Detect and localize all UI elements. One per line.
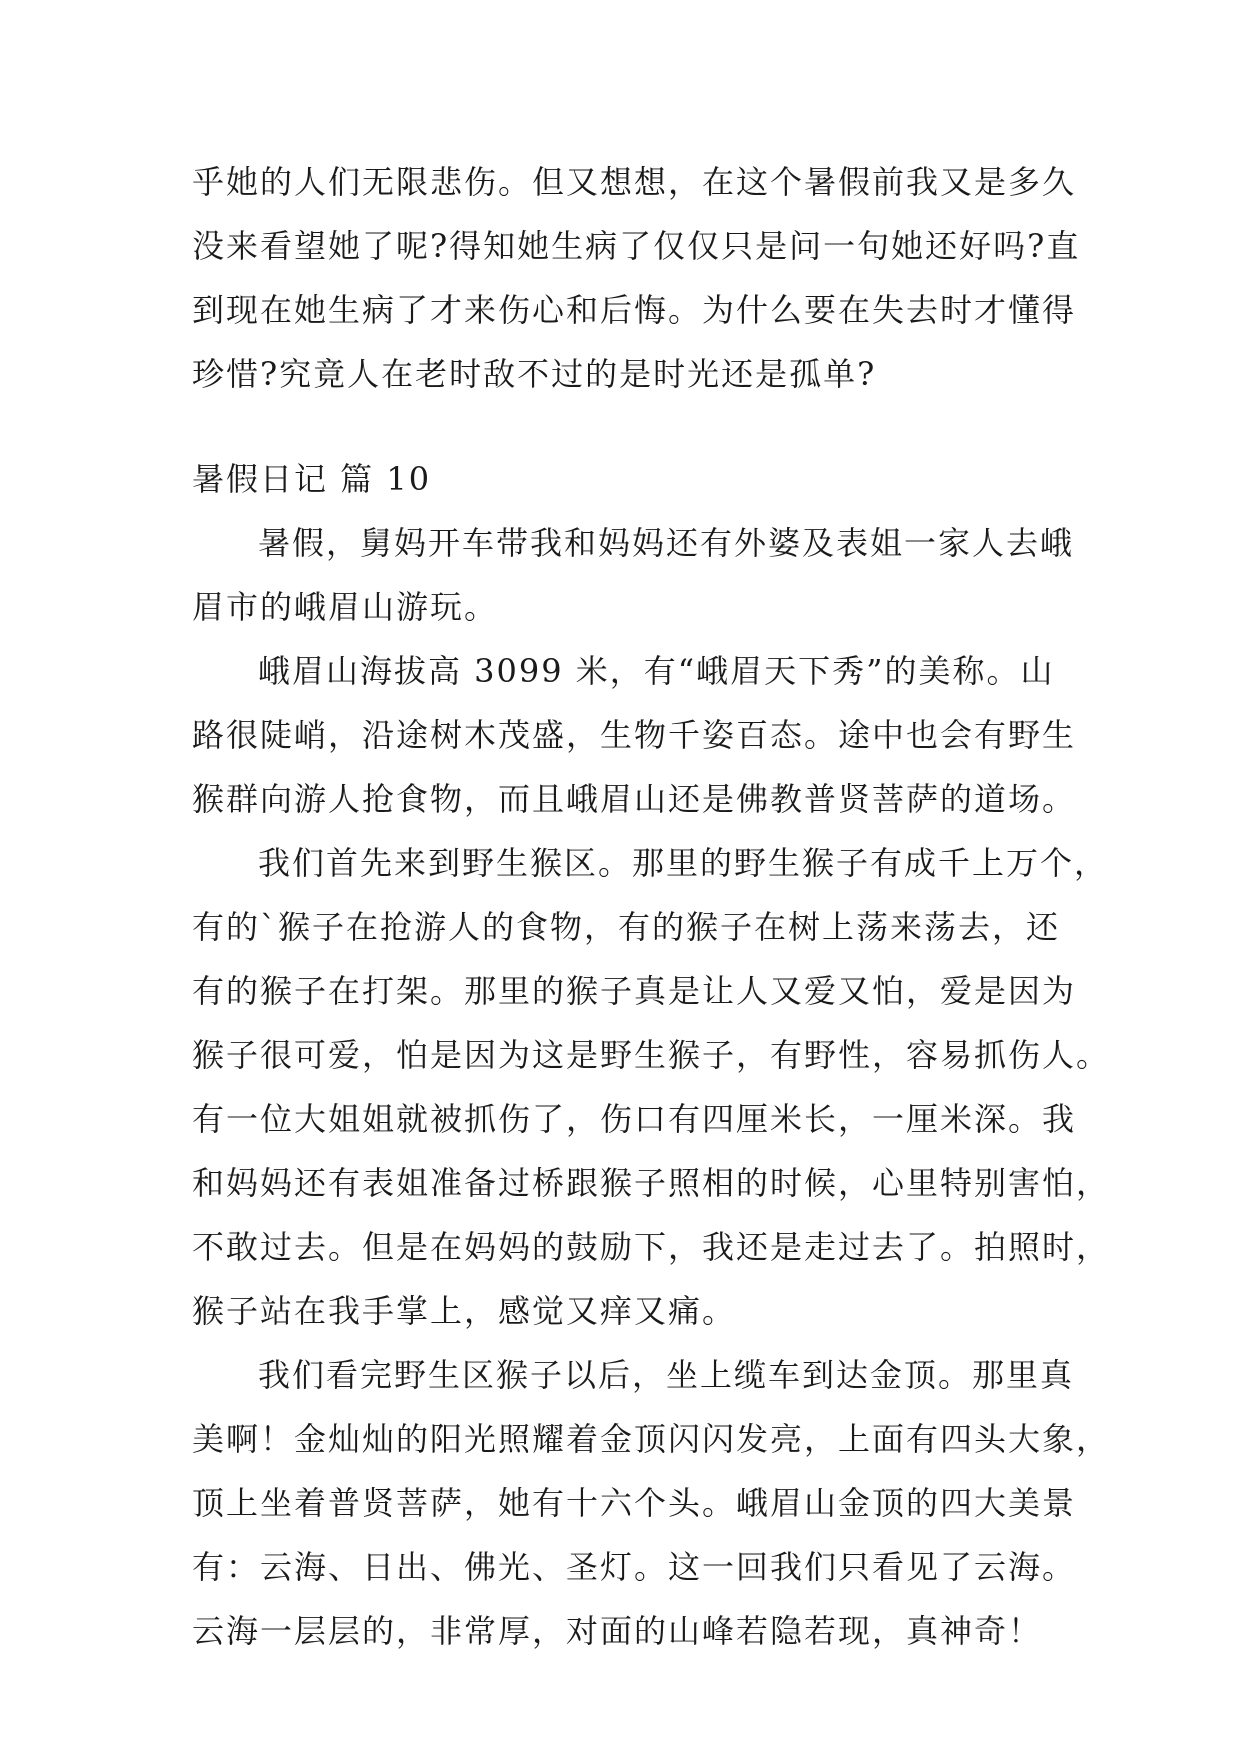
paragraph-line: 美啊！金灿灿的阳光照耀着金顶闪闪发亮，上面有四头大象，: [192, 1420, 1111, 1458]
paragraph-line: 有的猴子在打架。那里的猴子真是让人又爱又怕，爱是因为: [192, 972, 1077, 1010]
paragraph-line: 有的`猴子在抢游人的食物，有的猴子在树上荡来荡去，还: [192, 908, 1061, 946]
paragraph-line: 云海一层层的，非常厚，对面的山峰若隐若现，真神奇！: [192, 1612, 1043, 1650]
paragraph-line: 和妈妈还有表姐准备过桥跟猴子照相的时候，心里特别害怕，: [192, 1164, 1111, 1202]
top-paragraph: [192, 150, 1081, 406]
paragraph-line: 猴子很可爱，怕是因为这是野生猴子，有野性，容易抓伤人。: [192, 1036, 1111, 1074]
paragraph-line: 有：云海、日出、佛光、圣灯。这一回我们只看见了云海。: [192, 1548, 1077, 1586]
paragraph-line: 到现在她生病了才来伤心和后悔。为什么要在失去时才懂得: [192, 291, 1077, 329]
paragraph-line: 没来看望她了呢?得知她生病了仅仅只是问一句她还好吗?直: [192, 227, 1081, 265]
paragraph-line: 我们首先来到野生猴区。那里的野生猴子有成千上万个，: [258, 844, 1109, 882]
paragraph-line: 珍惜?究竟人在老时敌不过的是时光还是孤单?: [192, 355, 877, 393]
paragraph-line: 我们看完野生区猴子以后，坐上缆车到达金顶。那里真: [258, 1356, 1075, 1394]
paragraph-line: 路很陡峭，沿途树木茂盛，生物千姿百态。途中也会有野生: [192, 716, 1077, 754]
paragraph-line: 峨眉山海拔高 3099 米，有“峨眉天下秀”的美称。山: [258, 652, 1055, 690]
paragraph-line: 乎她的人们无限悲伤。但又想想，在这个暑假前我又是多久: [192, 163, 1077, 201]
paragraph-line: 有一位大姐姐就被抓伤了，伤口有四厘米长，一厘米深。我: [192, 1100, 1077, 1138]
paragraph-line: 顶上坐着普贤菩萨，她有十六个头。峨眉山金顶的四大美景: [192, 1484, 1077, 1522]
paragraph-line: 眉市的峨眉山游玩。: [192, 588, 499, 626]
paragraph-line: 暑假，舅妈开车带我和妈妈还有外婆及表姐一家人去峨: [258, 524, 1075, 562]
article-body: [192, 511, 1111, 1663]
paragraph-line: 猴群向游人抢食物，而且峨眉山还是佛教普贤菩萨的道场。: [192, 780, 1077, 818]
section-title: 暑假日记 篇 10: [192, 460, 432, 498]
paragraph-line: 猴子站在我手掌上，感觉又痒又痛。: [192, 1292, 737, 1330]
paragraph-line: 不敢过去。但是在妈妈的鼓励下，我还是走过去了。拍照时，: [192, 1228, 1111, 1266]
